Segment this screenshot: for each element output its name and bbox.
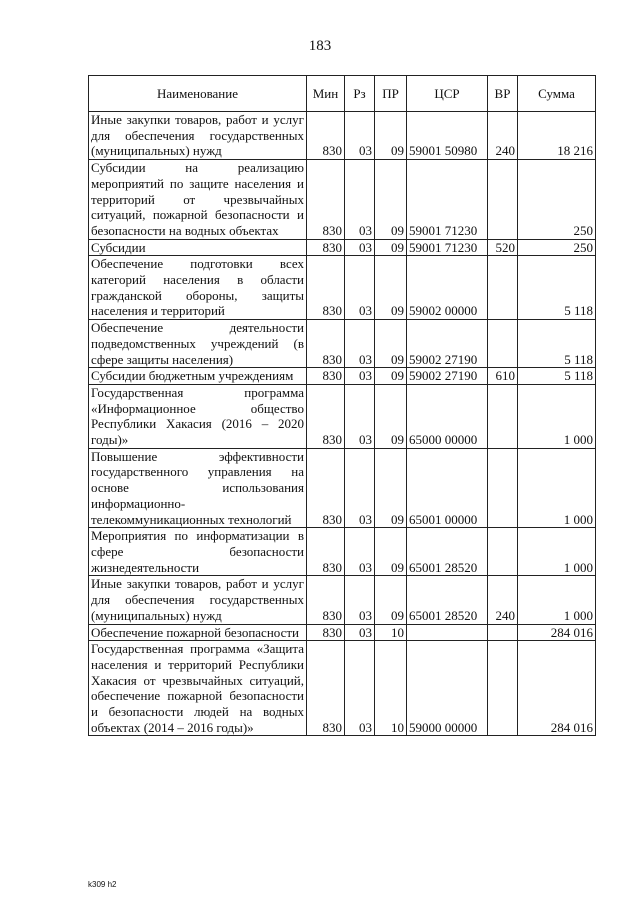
row-pr: 10 xyxy=(375,641,407,736)
row-rz: 03 xyxy=(345,160,375,240)
row-sum: 1 000 xyxy=(518,384,596,448)
row-csr: 65001 28520 xyxy=(407,528,488,576)
page-number: 183 xyxy=(308,38,332,54)
row-pr: 09 xyxy=(375,256,407,320)
row-rz: 03 xyxy=(345,112,375,160)
footer-code: k309 h2 xyxy=(88,880,117,889)
row-pr: 09 xyxy=(375,448,407,528)
row-pr: 09 xyxy=(375,528,407,576)
row-min: 830 xyxy=(307,368,345,385)
table-row xyxy=(89,320,596,368)
row-csr xyxy=(407,624,488,641)
row-pr: 09 xyxy=(375,112,407,160)
row-vr xyxy=(488,528,518,576)
row-sum: 1 000 xyxy=(518,576,596,624)
row-csr: 59002 27190 xyxy=(407,368,488,385)
table-header-row xyxy=(89,76,596,112)
row-min: 830 xyxy=(307,112,345,160)
header-sum: Сумма xyxy=(518,76,596,112)
row-sum: 284 016 xyxy=(518,624,596,641)
row-pr: 09 xyxy=(375,368,407,385)
budget-table xyxy=(88,75,596,736)
row-csr: 59000 00000 xyxy=(407,641,488,736)
row-sum: 1 000 xyxy=(518,528,596,576)
row-name: Субсидии xyxy=(89,239,307,256)
row-vr xyxy=(488,448,518,528)
table-row xyxy=(89,528,596,576)
row-rz: 03 xyxy=(345,641,375,736)
row-min: 830 xyxy=(307,256,345,320)
table-row xyxy=(89,239,596,256)
row-rz: 03 xyxy=(345,448,375,528)
row-sum: 5 118 xyxy=(518,368,596,385)
row-min: 830 xyxy=(307,576,345,624)
row-vr: 520 xyxy=(488,239,518,256)
row-vr: 240 xyxy=(488,576,518,624)
row-name: Обеспечение пожарной безопасности xyxy=(89,624,307,641)
row-sum: 5 118 xyxy=(518,320,596,368)
row-rz: 03 xyxy=(345,320,375,368)
row-vr: 240 xyxy=(488,112,518,160)
table-row xyxy=(89,368,596,385)
header-vr: ВР xyxy=(488,76,518,112)
row-min: 830 xyxy=(307,448,345,528)
row-vr xyxy=(488,256,518,320)
row-name: Государственная программа «Информационное общество Республики Хакасия (2016 – 2020 годы)» xyxy=(89,384,307,448)
table-row xyxy=(89,624,596,641)
row-min: 830 xyxy=(307,239,345,256)
row-csr: 59001 50980 xyxy=(407,112,488,160)
row-name: Мероприятия по информатизации в сфере безопасности жизнедеятельности xyxy=(89,528,307,576)
table-row xyxy=(89,576,596,624)
row-sum: 5 118 xyxy=(518,256,596,320)
row-rz: 03 xyxy=(345,368,375,385)
header-min: Мин xyxy=(307,76,345,112)
row-csr: 59002 00000 xyxy=(407,256,488,320)
row-pr: 10 xyxy=(375,624,407,641)
row-vr xyxy=(488,384,518,448)
table-row xyxy=(89,112,596,160)
row-name: Обеспечение подготовки всех категорий населения в области гражданской обороны, защиты населения и территорий xyxy=(89,256,307,320)
row-name: Государственная программа «Защита населения и территорий Республики Хакасия от чрезвычайных ситуаций, обеспечение пожарной безопасности и безопасности людей на водных объектах (2014 – 2016 годы)» xyxy=(89,641,307,736)
table-row xyxy=(89,256,596,320)
row-sum: 250 xyxy=(518,239,596,256)
row-name: Субсидии на реализацию мероприятий по защите населения и территорий от чрезвычайных ситуаций, пожарной безопасности и безопасности на водных объектах xyxy=(89,160,307,240)
row-min: 830 xyxy=(307,624,345,641)
header-pr: ПР xyxy=(375,76,407,112)
row-csr: 59001 71230 xyxy=(407,160,488,240)
row-name: Субсидии бюджетным учреждениям xyxy=(89,368,307,385)
row-vr: 610 xyxy=(488,368,518,385)
row-rz: 03 xyxy=(345,624,375,641)
row-csr: 59002 27190 xyxy=(407,320,488,368)
header-name: Наименование xyxy=(89,76,307,112)
row-min: 830 xyxy=(307,384,345,448)
row-sum: 250 xyxy=(518,160,596,240)
row-min: 830 xyxy=(307,160,345,240)
row-name: Обеспечение деятельности подведомственных учреждений (в сфере защиты населения) xyxy=(89,320,307,368)
row-pr: 09 xyxy=(375,320,407,368)
row-rz: 03 xyxy=(345,576,375,624)
row-pr: 09 xyxy=(375,160,407,240)
table-row xyxy=(89,160,596,240)
row-sum: 18 216 xyxy=(518,112,596,160)
row-vr xyxy=(488,320,518,368)
row-rz: 03 xyxy=(345,256,375,320)
table-row xyxy=(89,641,596,736)
row-rz: 03 xyxy=(345,384,375,448)
row-name: Иные закупки товаров, работ и услуг для обеспечения государственных (муниципальных) нужд xyxy=(89,112,307,160)
row-pr: 09 xyxy=(375,384,407,448)
row-vr xyxy=(488,641,518,736)
row-vr xyxy=(488,160,518,240)
row-rz: 03 xyxy=(345,528,375,576)
row-min: 830 xyxy=(307,641,345,736)
row-min: 830 xyxy=(307,528,345,576)
row-pr: 09 xyxy=(375,576,407,624)
row-min: 830 xyxy=(307,320,345,368)
row-sum: 1 000 xyxy=(518,448,596,528)
row-rz: 03 xyxy=(345,239,375,256)
header-csr: ЦСР xyxy=(407,76,488,112)
row-csr: 65001 28520 xyxy=(407,576,488,624)
row-csr: 65001 00000 xyxy=(407,448,488,528)
row-name: Повышение эффективности государственного управления на основе использования информационно-телекоммуникационных технологий xyxy=(89,448,307,528)
table-row xyxy=(89,384,596,448)
row-csr: 65000 00000 xyxy=(407,384,488,448)
table-row xyxy=(89,448,596,528)
row-sum: 284 016 xyxy=(518,641,596,736)
row-vr xyxy=(488,624,518,641)
header-rz: Рз xyxy=(345,76,375,112)
row-pr: 09 xyxy=(375,239,407,256)
row-csr: 59001 71230 xyxy=(407,239,488,256)
row-name: Иные закупки товаров, работ и услуг для обеспечения государственных (муниципальных) нужд xyxy=(89,576,307,624)
